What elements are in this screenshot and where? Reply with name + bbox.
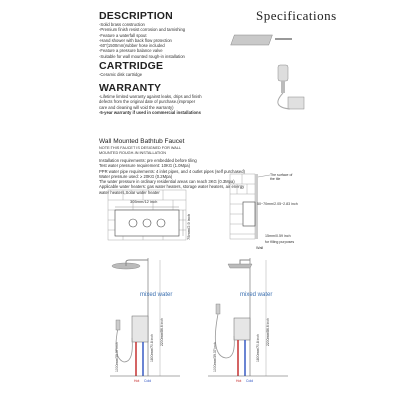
- right-install-diagram: [208, 258, 288, 383]
- side-valve: [243, 202, 255, 226]
- front-view-diagram: [103, 190, 213, 245]
- page-title: Specifications: [256, 8, 337, 23]
- left-hot-label: Hot: [134, 379, 140, 383]
- install-line: Applicable water heaters: gas water heaters, storage water heaters, air energy: [99, 184, 245, 190]
- install-note: [99, 146, 181, 155]
- description-line: -60"(1500mm)rubber hose included: [99, 43, 165, 49]
- left-cold-label: Cold: [144, 379, 151, 383]
- description-line: -Hand shower with back flow protection: [99, 37, 172, 43]
- mixer-box: [288, 97, 304, 109]
- fill-purposes-label: for filling purposes: [265, 240, 295, 244]
- install-line: water heaters,Solar water heater: [99, 189, 160, 195]
- install-line: The water pressure in ordinary residential areas can reach 3KG (0.3Mpa): [99, 179, 235, 185]
- left-height-1: 2200mm/86.6 inch: [160, 318, 164, 346]
- warranty-line: care and cleaning will void the warranty): [99, 104, 174, 110]
- surface-label: The surface of the tile: [270, 173, 293, 181]
- warranty-line: -Lifetime limited warranty against leaks, drips and finish: [99, 94, 202, 99]
- right-height-3: 1000mm/39.37 inch: [213, 342, 217, 372]
- right-hose: [215, 314, 234, 358]
- left-height-2: 1800mm/70.8 inch: [150, 334, 154, 362]
- description-line: -Feature a waterfall spout: [99, 32, 147, 38]
- warranty-list: [99, 94, 202, 115]
- right-mixer: [234, 318, 250, 340]
- right-height-1: 2200mm/86.6 inch: [266, 318, 270, 346]
- pointer-line: [258, 175, 270, 177]
- install-line: Water pressure used: ≥ 20KG (0.2Mpa): [99, 173, 173, 179]
- left-install-diagram: [110, 258, 180, 383]
- hand-shower-grip: [281, 81, 285, 93]
- left-mixer: [132, 316, 148, 342]
- install-line: Test water pressure requirement: 10KG (1.0Mpa): [99, 163, 191, 169]
- install-heading: Wall Mounted Bathtub Faucet: [99, 138, 185, 145]
- right-hot-label: Hot: [236, 379, 242, 383]
- description-line: -Solid brass construction: [99, 22, 145, 27]
- shower-illustration: [230, 25, 310, 115]
- install-note-line: MOUNTED ROUGH-IN INSTALLATION: [99, 150, 166, 155]
- right-cold-label: Cold: [246, 379, 253, 383]
- install-note-line: NOTE:THIS FAUCET IS DESIGNED FOR WALL: [99, 146, 182, 150]
- left-height-3: 1000mm/39.37 inch: [115, 342, 119, 372]
- cartridge-list: [99, 72, 142, 77]
- depth-label: 50~70mm/2.05~2.83 inch: [257, 202, 298, 206]
- left-hand-shower: [116, 320, 120, 330]
- right-hand-shower: [216, 304, 220, 314]
- dim-height-label: 75mm/2.9 inch: [186, 213, 191, 240]
- rain-shower-head: [231, 35, 273, 45]
- side-view-diagram: [225, 172, 295, 242]
- tile-surface: [255, 174, 258, 239]
- warranty-bold-line: -5-year warranty if used in commercial installations: [99, 109, 201, 115]
- mixed-water-right: mixed water: [240, 292, 273, 298]
- hand-shower: [278, 65, 288, 81]
- cartridge-line: -Ceramic disk cartridge: [99, 72, 143, 77]
- warranty-line: defects from the original date of purchase.(improper: [99, 99, 196, 105]
- wall-label: Wall: [256, 246, 264, 250]
- description-list: [99, 22, 185, 59]
- cartridge-heading: CARTRIDGE: [99, 60, 164, 72]
- pipe-label: 15mm/0.59 inch: [265, 234, 291, 238]
- warranty-heading: WARRANTY: [99, 82, 162, 94]
- right-height-2: 1800mm/70.8 inch: [256, 334, 260, 362]
- description-heading: DESCRIPTION: [99, 10, 173, 22]
- dim-width-label: 305mm/12 inch: [130, 199, 158, 204]
- install-line: PPR water pipe requirements: 4 inlet pipes, and 4 outlet pipes (self purchased): [99, 168, 245, 174]
- description-line: -Suitable for wall mounted rough-in installation: [99, 53, 185, 59]
- description-line: -Feature a pressure balance valve: [99, 48, 163, 54]
- install-line: Installation requirements: pre embedded before tiling: [99, 158, 197, 163]
- valve-box: [115, 210, 179, 236]
- right-shower-arm: [240, 260, 250, 264]
- description-line: -Premium finish resist corrosion and tarnishing: [99, 27, 186, 33]
- right-rain-head: [228, 264, 252, 268]
- mixed-water-left: mixed water: [140, 292, 173, 298]
